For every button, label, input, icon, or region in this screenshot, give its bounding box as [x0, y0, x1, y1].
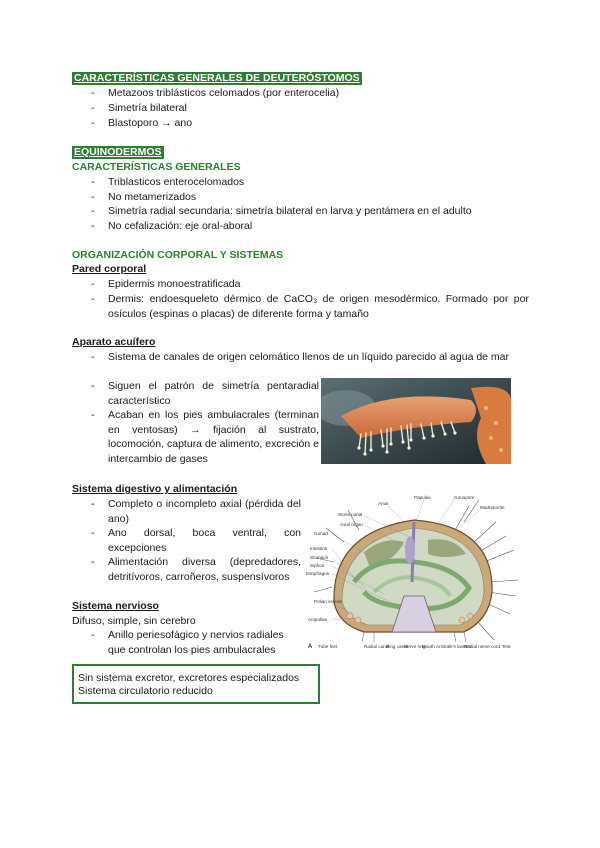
diagram-label: Intestine	[310, 546, 328, 551]
diagram-letter: A	[308, 644, 313, 650]
sea-urchin-anatomy-diagram	[304, 492, 526, 652]
diagram-label: Radial canal	[364, 644, 390, 649]
list-item: - Simetría bilateral	[91, 102, 187, 114]
diagram-label: Ring canal	[386, 644, 408, 649]
list-item: - Simetría radial secundaria: simetría bilateral en larva y pentámera en el adulto	[91, 205, 472, 217]
diagram-label: Polian vesicle	[314, 599, 343, 604]
list-item: - Siguen el patrón de simetría pentaradial característico	[91, 380, 319, 407]
diagram-label: Papulae	[414, 495, 431, 500]
nervioso-heading: Sistema nervioso	[72, 600, 159, 612]
tube-feet-photo	[321, 378, 511, 464]
list-item: - Metazoos triblásticos celomados (por enterocelia)	[91, 87, 340, 99]
note-line: Sin sistema excretor, excretores especializados	[78, 672, 300, 684]
diagram-label: Mouth	[422, 644, 435, 649]
list-item: - No metamerizados	[91, 191, 197, 203]
note-line: Sistema circulatorio reducido	[78, 685, 213, 697]
list-item: - Sistema de canales de origen celomático llenos de un líquido parecido al agua de mar	[91, 351, 509, 363]
acuifero-heading: Aparato acuífero	[72, 336, 156, 348]
diagram-label: Tube feet	[318, 644, 338, 649]
list-item: - Dermis: endoesqueleto dérmico de CaCO₃ de origen mesodérmico. Formado por por osículos (espinas o placas) de diferente forma y tamaño	[91, 293, 529, 320]
digestivo-heading: Sistema digestivo y alimentación	[72, 483, 238, 495]
list-item: - Anillo periesofágico y nervios radiales que controlan los pies ambulacrales	[91, 629, 284, 656]
nervioso-description: Difuso, simple, sin cerebro	[72, 615, 196, 627]
list-item: - Triblasticos enterocelomados	[91, 176, 245, 188]
organizacion-heading: ORGANIZACIÓN CORPORAL Y SISTEMAS	[72, 249, 284, 261]
diagram-label: Nerve ring	[404, 644, 426, 649]
diagram-label: Aristotle's lantern	[436, 644, 472, 649]
diagram-label: Gonad	[314, 531, 328, 536]
diagram-label: Siphon	[310, 563, 325, 568]
list-item: - Completo o incompleto axial (pérdida del ano)	[91, 498, 301, 525]
diagram-label: Test	[502, 644, 511, 649]
note-box	[72, 664, 320, 704]
diagram-label: Stomach	[310, 555, 329, 560]
diagram-label: Stone canal	[338, 512, 363, 517]
pared-heading: Pared corporal	[72, 263, 147, 275]
list-item: - Acaban en los pies ambulacrales (terminan en ventosas) → fijación al sustrato, locomoción, captura de alimento, excreción e intercambio de gases	[91, 409, 319, 465]
diagram-label: Gonopore	[454, 495, 475, 500]
list-item: - Blastoporo → ano	[91, 117, 193, 129]
diagram-label: Esophagus	[306, 571, 329, 576]
deuterostomos-title: CARACTERÍSTICAS GENERALES DE DEUTERÓSTOMOS	[74, 72, 360, 84]
list-item: - Epidermis monoestratificada	[91, 278, 241, 290]
list-item: - Ano dorsal, boca ventral, con excepciones	[91, 527, 301, 554]
diagram-label: Anus	[378, 501, 389, 506]
list-item: - No cefalización: eje oral-aboral	[91, 220, 253, 232]
caracteristicas-heading: CARACTERÍSTICAS GENERALES	[72, 161, 241, 173]
diagram-label: Radial nerve cord	[464, 644, 501, 649]
diagram-label: Axial organ	[340, 522, 363, 527]
diagram-label: Ampullae	[308, 617, 328, 622]
list-item: - Alimentación diversa (depredadores, detritívoros, carroñeros, suspensívoros	[91, 556, 301, 583]
diagram-label: Madreporite	[480, 505, 505, 510]
equinodermos-title: EQUINODERMOS	[74, 146, 162, 158]
